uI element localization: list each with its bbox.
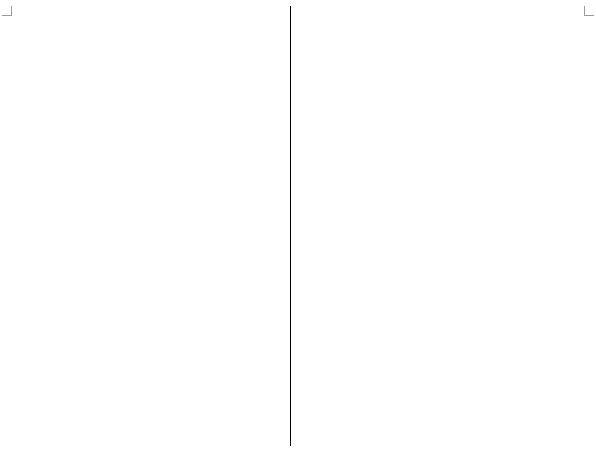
margin-corner-mark-right — [584, 6, 594, 16]
column-divider — [290, 6, 291, 446]
margin-corner-mark-left — [2, 6, 12, 16]
